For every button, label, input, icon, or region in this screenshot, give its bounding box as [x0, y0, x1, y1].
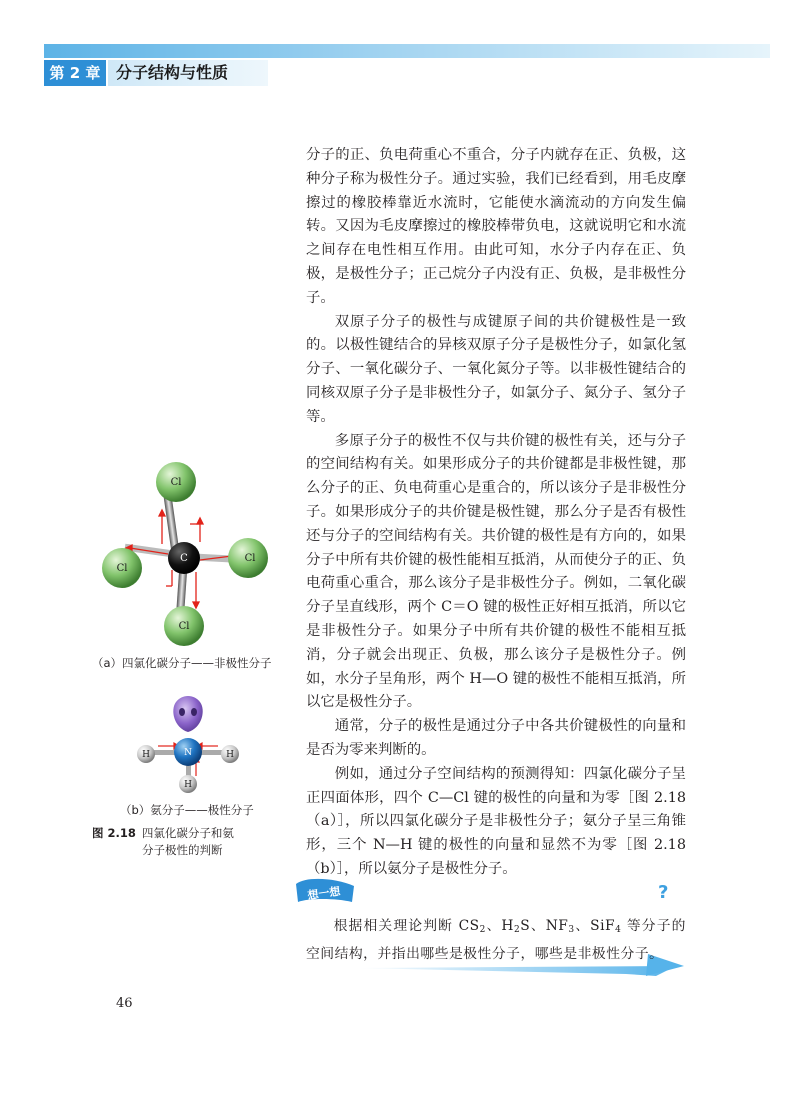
- ccl4-molecule-figure: [100, 462, 270, 652]
- atom-label: C: [180, 553, 188, 564]
- bottom-rule: [356, 966, 676, 976]
- think-question-text: 根据相关理论判断 $CS_2$、$H_2S$、$NF_3$、SiF$_4$ 等分子的空间结构，并指出哪些是极性分子，哪些是非极性分子。: [306, 918, 686, 962]
- header-gradient-bar: [44, 44, 770, 58]
- atom-label: Cl: [170, 477, 182, 488]
- think-badge-label: 想一想: [306, 884, 342, 903]
- atom-label: H: [142, 750, 150, 760]
- figure-caption: [92, 825, 282, 859]
- lone-pair-lobe: [173, 696, 202, 732]
- atom-label: H: [184, 780, 192, 790]
- atom-label: H: [226, 750, 234, 760]
- paragraph-1: 分子的正、负电荷重心不重合，分子内就存在正、负极，这种分子称为极性分子。通过实验，我们已经看到，用毛皮摩擦过的橡胶棒靠近水流时，它能使水滴流动的方向发生偏转。又因为毛皮摩擦过的橡胶棒带负电，这就说明它和水流之间存在电性相互作用。由此可知，水分子内存在正、负极，是极性分子；正己烷分子内没有正、负极，是非极性分子。: [306, 147, 686, 306]
- paragraph-5: 例如，通过分子空间结构的预测得知：四氯化碳分子呈正四面体形，四个 C—Cl 键的极性的向量和为零［图 2.18（a）］，所以四氯化碳分子是非极性分子；氨分子呈三角锥形，三个 N—H 键的极性的向量和显然不为零［图 2.18（b）］，所以氨分子是极性分子。: [306, 765, 686, 877]
- atom-label: N: [184, 748, 192, 758]
- paragraph-4: 通常，分子的极性是通过分子中各共价键极性的向量和是否为零来判断的。: [306, 718, 686, 758]
- figure-title-line1: 四氯化碳分子和氨: [141, 826, 234, 840]
- nh3-molecule-figure: [130, 692, 246, 796]
- question-mark-icon: ?: [658, 882, 669, 903]
- page-number: 46: [116, 996, 133, 1011]
- paragraph-3: 多原子分子的极性不仅与共价键的极性有关，还与分子的空间结构有关。如果形成分子的共价键都是非极性键，那么分子的正、负电荷重心是重合的，所以该分子是非极性分子。如果形成分子的共价键是极性键，那么分子是否有极性还与分子的空间结构有关。共价键的极性是有方向的，如果分子中所有共价键的极性能相互抵消，从而使分子的正、负电荷重心重合，那么该分子是非极性分子。例如，二氧化碳分子呈直线形，两个 C＝O 键的极性正好相互抵消，所以它是非极性分子。如果分子中所有共价键的极性不能相互抵消，分子就会出现正、负极，那么该分子是极性分子。例如，水分子呈角形，两个 H—O 键的极性不能相互抵消，所以它是极性分子。: [306, 432, 686, 711]
- figure-number: 图 2.18: [92, 826, 136, 840]
- lone-pair-dot: [179, 708, 185, 716]
- paragraph-2: 双原子分子的极性与成键原子间的共价键极性是一致的。以极性键结合的异核双原子分子是极性分子，如氯化氢分子、一氧化碳分子、一氧化氮分子等。以非极性键结合的同核双原子分子是非极性分子，如氯分子、氮分子、氢分子等。: [306, 313, 686, 425]
- caption-b: （b）氨分子——极性分子: [120, 803, 254, 817]
- lone-pair-dot: [191, 708, 197, 716]
- chapter-title: 分子结构与性质: [108, 60, 268, 86]
- atom-label: Cl: [178, 621, 190, 632]
- caption-a: （a）四氯化碳分子——非极性分子: [92, 656, 272, 670]
- atom-label: Cl: [116, 563, 128, 574]
- think-question: [306, 914, 686, 966]
- main-text: [306, 144, 686, 882]
- figure-title-line2: 分子极性的判断: [142, 843, 223, 857]
- atom-label: Cl: [244, 553, 256, 564]
- chapter-label: 第 2 章: [44, 60, 106, 86]
